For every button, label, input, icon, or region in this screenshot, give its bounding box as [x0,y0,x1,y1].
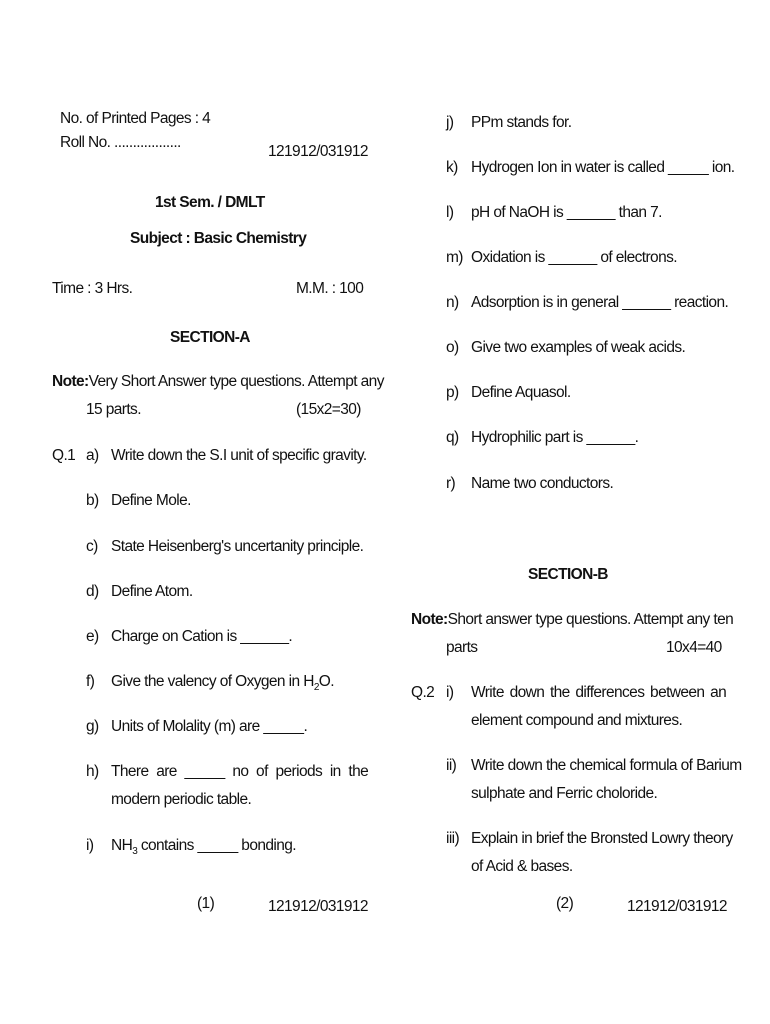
item-text: $NH_3$ contains _____ bonding. [111,837,296,858]
section-b-marks: 10x4=40 [666,639,722,656]
item-label: p) [446,384,459,401]
item-text: Charge on Cation is ______. [111,628,293,645]
paper-code: 121912/031912 [268,143,368,160]
note-label: Note: [411,611,448,628]
printed-pages: No. of Printed Pages : 4 [60,110,211,127]
semester: 1st Sem. / DMLT [155,194,265,211]
footer-code-left: 121912/031912 [268,898,368,915]
item-text: Write down the differences between an [471,684,727,701]
item-text: Name two conductors. [471,475,614,492]
item-text: Write down the S.I unit of specific gravity. [111,447,367,464]
section-a-title: SECTION-A [170,329,250,346]
item-text: Give two examples of weak acids. [471,339,686,356]
item-label: i) [86,837,94,854]
section-a-note-line2: 15 parts. [86,401,141,418]
note-label: Note: [52,373,89,390]
item-label: r) [446,475,456,492]
section-a-marks: (15x2=30) [296,401,361,418]
page-number-left: (1) [197,895,215,912]
item-text: Explain in brief the Bronsted Lowry theory [471,830,733,847]
item-text: Oxidation is ______ of electrons. [471,249,677,266]
section-b-note [411,611,733,629]
item-label: g) [86,718,99,735]
item-label: k) [446,159,458,176]
item-label: q) [446,429,459,446]
item-text-line2: modern periodic table. [111,791,252,808]
item-label: ii) [446,757,457,774]
item-text: Define Atom. [111,583,193,600]
note-text: Very Short Answer type questions. Attempt any [88,373,384,390]
question-label-q1: Q.1 [52,447,76,464]
item-label: a) [86,447,99,464]
subject: Subject : Basic Chemistry [130,230,307,247]
item-text-line2: of Acid & bases. [471,858,573,875]
item-label: m) [446,249,463,266]
item-label: f) [86,673,95,690]
page-number-right: (2) [556,895,574,912]
item-label: l) [446,204,454,221]
item-label: iii) [446,830,460,847]
item-text-line2: sulphate and Ferric choloride. [471,785,658,802]
section-a-note [52,373,384,391]
item-label: e) [86,628,99,645]
item-text: Define Aquasol. [471,384,571,401]
item-text: PPm stands for. [471,114,572,131]
item-label: h) [86,763,99,780]
item-label: n) [446,294,459,311]
item-text: Hydrophilic part is ______. [471,429,639,446]
section-b-title: SECTION-B [528,566,608,583]
item-label: c) [86,538,98,555]
item-label: j) [446,114,454,131]
footer-code-right: 121912/031912 [627,898,727,915]
item-text: Adsorption is in general ______ reaction. [471,294,729,311]
item-text-line2: element compound and mixtures. [471,712,683,729]
item-text: pH of NaOH is ______ than 7. [471,204,662,221]
item-text: There are _____ no of periods in the [111,763,369,780]
item-label: i) [446,684,454,701]
max-marks: M.M. : 100 [296,280,364,297]
question-label-q2: Q.2 [411,684,435,701]
item-text: State Heisenberg's uncertanity principle. [111,538,364,555]
item-text: Units of Molality (m) are _____. [111,718,308,735]
item-text: Give the valency of Oxygen in $H_2O$. [111,673,334,694]
item-text: Define Mole. [111,492,191,509]
item-label: d) [86,583,99,600]
item-label: o) [446,339,459,356]
roll-no: Roll No. .................. [60,134,181,151]
note-text: Short answer type questions. Attempt any ten [447,611,734,628]
section-b-note-line2: parts [446,639,478,656]
item-text: Hydrogen Ion in water is called _____ ion. [471,159,735,176]
item-text: Write down the chemical formula of Barium [471,757,742,774]
time: Time : 3 Hrs. [52,280,133,297]
item-label: b) [86,492,99,509]
